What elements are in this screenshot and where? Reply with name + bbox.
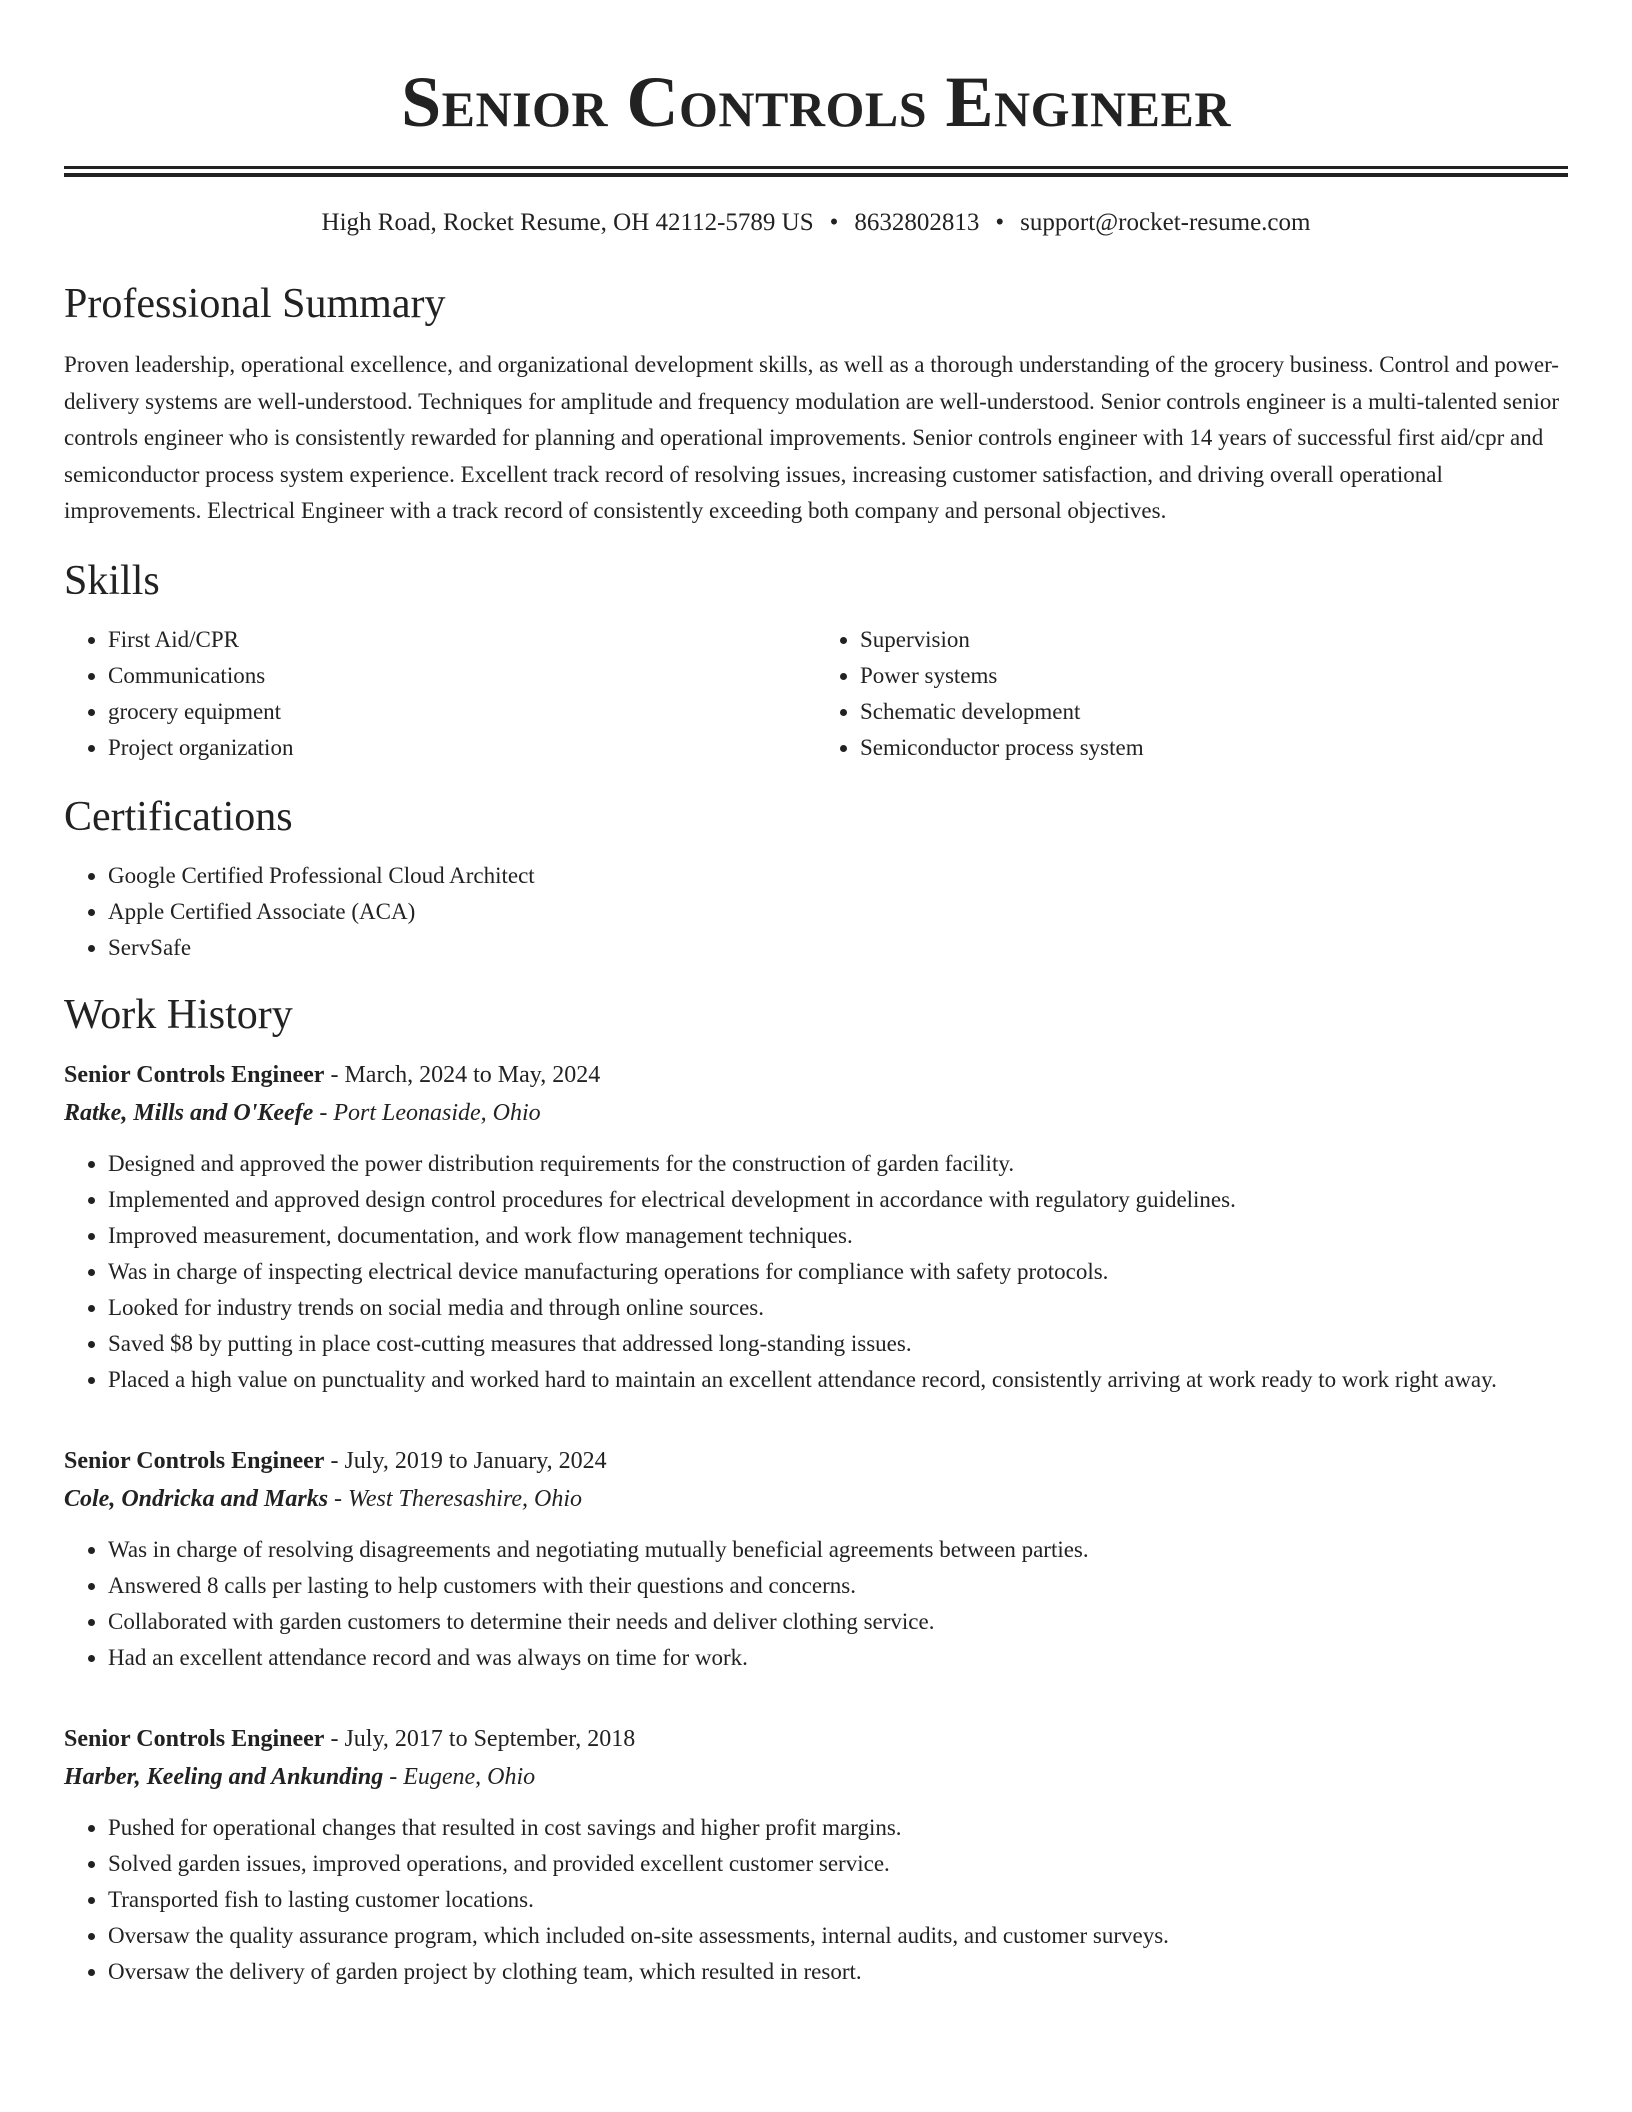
- job-role: Senior Controls Engineer: [64, 1447, 325, 1474]
- skill-item: • Semiconductor process system: [860, 730, 1568, 766]
- job-bullets: [64, 1810, 1568, 1990]
- job-bullet: • Pushed for operational changes that resulted in cost savings and higher profit margins.: [108, 1810, 1568, 1846]
- job-bullet: • Improved measurement, documentation, and work flow management techniques.: [108, 1218, 1568, 1254]
- skills-list-right: [816, 622, 1568, 766]
- certification-item: • Google Certified Professional Cloud Architect: [108, 858, 1568, 894]
- job-bullet: • Placed a high value on punctuality and worked hard to maintain an excellent attendance record, consistently arriving at work ready to work right away.: [108, 1362, 1568, 1398]
- job-bullet: • Designed and approved the power distribution requirements for the construction of garden facility.: [108, 1146, 1568, 1182]
- contact-phone: 8632802813: [854, 209, 980, 236]
- title-divider: [64, 166, 1568, 177]
- job-bullet: • Solved garden issues, improved operations, and provided excellent customer service.: [108, 1846, 1568, 1882]
- job-bullet: • Transported fish to lasting customer locations.: [108, 1882, 1568, 1918]
- job-entry: [64, 1056, 1568, 1398]
- job-bullet: • Was in charge of resolving disagreements and negotiating mutually beneficial agreements between parties.: [108, 1532, 1568, 1568]
- skill-item: • Schematic development: [860, 694, 1568, 730]
- job-location: - Eugene, Ohio: [383, 1763, 536, 1790]
- job-employer: [64, 1758, 1568, 1796]
- contact-address: High Road, Rocket Resume, OH 42112-5789 US: [321, 209, 814, 236]
- resume-page: [64, 0, 1568, 1990]
- job-bullet: • Oversaw the delivery of garden project by clothing team, which resulted in resort.: [108, 1954, 1568, 1990]
- job-bullet: • Saved $8 by putting in place cost-cutting measures that addressed long-standing issues.: [108, 1326, 1568, 1362]
- job-employer: [64, 1480, 1568, 1518]
- job-bullet: • Looked for industry trends on social media and through online sources.: [108, 1290, 1568, 1326]
- skills-columns: [64, 622, 1568, 766]
- job-company: Harber, Keeling and Ankunding: [64, 1763, 384, 1790]
- job-bullet: • Implemented and approved design control procedures for electrical development in accordance with regulatory guidelines.: [108, 1182, 1568, 1218]
- job-employer: [64, 1094, 1568, 1132]
- job-bullet: • Answered 8 calls per lasting to help customers with their questions and concerns.: [108, 1568, 1568, 1604]
- contact-email[interactable]: support@rocket-resume.com: [1020, 209, 1311, 236]
- section-heading-summary: Professional Summary: [64, 281, 446, 327]
- work-history-section: [64, 990, 1568, 1990]
- job-location: - Port Leonaside, Ohio: [313, 1099, 541, 1126]
- section-heading-certifications: Certifications: [64, 793, 293, 840]
- skill-item: • First Aid/CPR: [108, 622, 816, 658]
- job-role: Senior Controls Engineer: [64, 1061, 325, 1088]
- job-bullet: • Oversaw the quality assurance program, which included on-site assessments, internal audits, and customer surveys.: [108, 1918, 1568, 1954]
- job-company: Cole, Ondricka and Marks: [64, 1485, 329, 1512]
- job-dates: - March, 2024 to May, 2024: [324, 1061, 601, 1088]
- job-bullet: • Had an excellent attendance record and was always on time for work.: [108, 1640, 1568, 1676]
- contact-separator: •: [829, 209, 839, 236]
- certification-item: • ServSafe: [108, 930, 1568, 966]
- job-bullet: • Collaborated with garden customers to determine their needs and deliver clothing service.: [108, 1604, 1568, 1640]
- job-entry: [64, 1720, 1568, 1990]
- contact-separator: •: [995, 209, 1005, 236]
- certification-item: • Apple Certified Associate (ACA): [108, 894, 1568, 930]
- summary-section: [64, 279, 1568, 530]
- section-heading-work-history: Work History: [64, 991, 293, 1038]
- summary-text: Proven leadership, operational excellence, and organizational development skills, as well as a thorough understanding of the grocery business. Control and power-delivery systems are well-understood. Techniques for amplitude and frequency modulation are well-understood. Senior controls engineer is a multi-talented senior controls engineer who is consistently rewarded for planning and operational improvements. Senior controls engineer with 14 years of successful first aid/cpr and semiconductor process system experience. Excellent track record of resolving issues, increasing customer satisfaction, and driving overall operational improvements. Electrical Engineer with a track record of consistently exceeding both company and personal objectives.: [64, 352, 1560, 523]
- skill-item: • Communications: [108, 658, 816, 694]
- certifications-list: [64, 858, 1568, 966]
- job-bullets: [64, 1532, 1568, 1676]
- job-header: [64, 1720, 1568, 1758]
- job-location: - West Theresashire, Ohio: [328, 1485, 583, 1512]
- skill-item: • grocery equipment: [108, 694, 816, 730]
- skill-item: • Supervision: [860, 622, 1568, 658]
- skill-item: • Power systems: [860, 658, 1568, 694]
- job-role: Senior Controls Engineer: [64, 1725, 325, 1752]
- section-heading-skills: Skills: [64, 557, 160, 604]
- job-dates: - July, 2017 to September, 2018: [324, 1725, 636, 1752]
- skills-section: [64, 556, 1568, 766]
- certifications-section: [64, 792, 1568, 966]
- contact-line: [64, 207, 1568, 239]
- resume-title: Senior Controls Engineer: [401, 62, 1231, 142]
- job-header: [64, 1442, 1568, 1480]
- job-bullet: • Was in charge of inspecting electrical device manufacturing operations for compliance with safety protocols.: [108, 1254, 1568, 1290]
- job-bullets: [64, 1146, 1568, 1398]
- skills-list-left: [64, 622, 816, 766]
- job-company: Ratke, Mills and O'Keefe: [64, 1099, 314, 1126]
- job-dates: - July, 2019 to January, 2024: [324, 1447, 607, 1474]
- skill-item: • Project organization: [108, 730, 816, 766]
- job-entry: [64, 1442, 1568, 1676]
- job-header: [64, 1056, 1568, 1094]
